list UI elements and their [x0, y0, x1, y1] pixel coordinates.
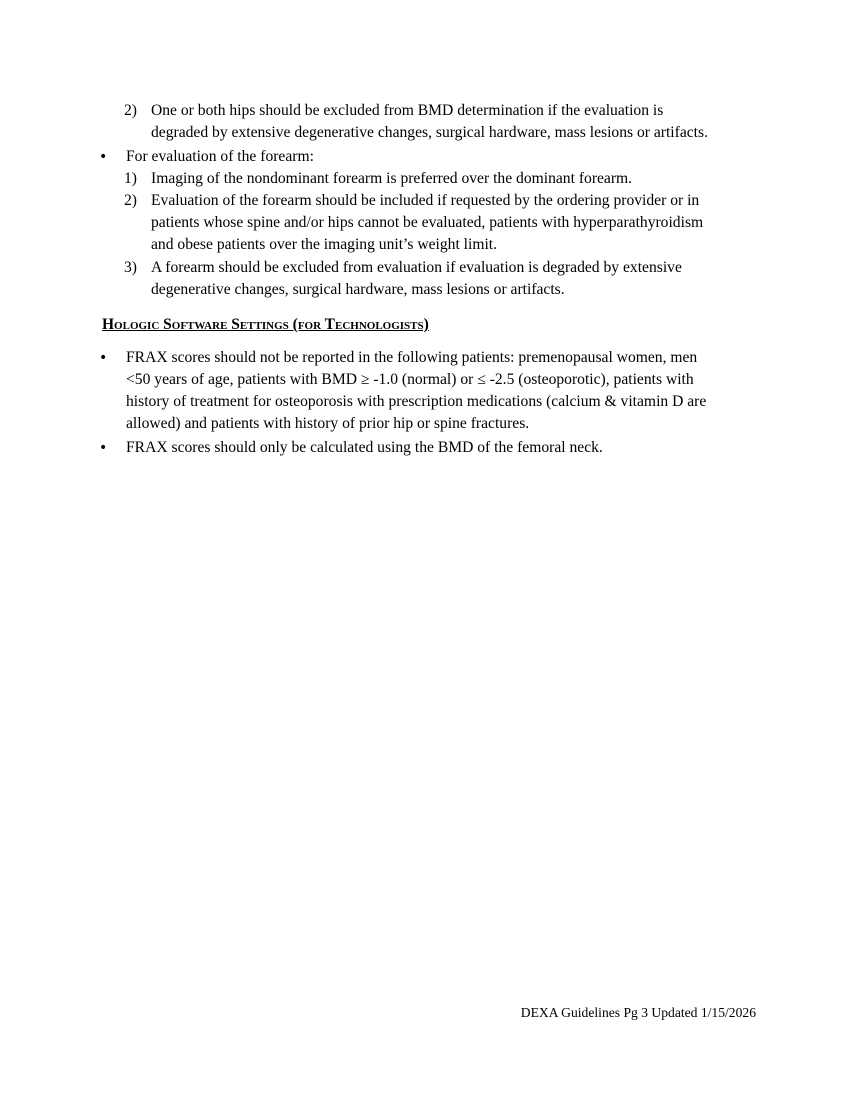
list-item-text: Imaging of the nondominant forearm is preferred over the dominant forearm.	[151, 170, 633, 187]
list-number: 2)	[124, 102, 137, 119]
list-item-text: A forearm should be excluded from evaluation if evaluation is degraded by extensive degenerative changes, surgical hardware, mass lesions or artifacts.	[151, 259, 682, 298]
forearm-item-2	[124, 190, 764, 256]
bullet-text: FRAX scores should only be calculated using the BMD of the femoral neck.	[126, 439, 603, 456]
bullet-text: For evaluation of the forearm:	[126, 148, 314, 165]
frax-bullet-1	[99, 347, 764, 435]
bullet-icon: •	[99, 149, 108, 165]
bullet-text: FRAX scores should not be reported in the following patients: premenopausal women, men <50 years of age, patients with BMD ≥ -1.0 (normal) or ≤ -2.5 (osteoporotic), patients with history of treatment for osteoporosis with prescription medications (calcium & vitamin D are allowed) and patients with history of prior hip or spine fractures.	[126, 349, 707, 432]
section-heading: Hologic Software Settings (for Technologists)	[102, 316, 429, 333]
list-number: 1)	[124, 170, 137, 187]
list-item-text: Evaluation of the forearm should be included if requested by the ordering provider or in patients whose spine and/or hips cannot be evaluated, patients with hyperparathyroidism and obese patients over the imaging unit’s weight limit.	[151, 192, 704, 253]
list-number: 3)	[124, 259, 137, 276]
bullet-icon: •	[99, 440, 108, 456]
forearm-item-1	[124, 168, 764, 190]
hip-exclusion-item	[124, 100, 764, 144]
bullet-icon: •	[99, 350, 108, 366]
frax-bullet-2	[99, 437, 764, 459]
forearm-bullet	[99, 146, 764, 168]
list-item-text: One or both hips should be excluded from BMD determination if the evaluation is degraded by extensive degenerative changes, surgical hardware, mass lesions or artifacts.	[151, 102, 708, 141]
page-footer: DEXA Guidelines Pg 3 Updated 1/15/2026	[520, 1005, 756, 1020]
forearm-item-3	[124, 257, 764, 301]
list-number: 2)	[124, 192, 137, 209]
